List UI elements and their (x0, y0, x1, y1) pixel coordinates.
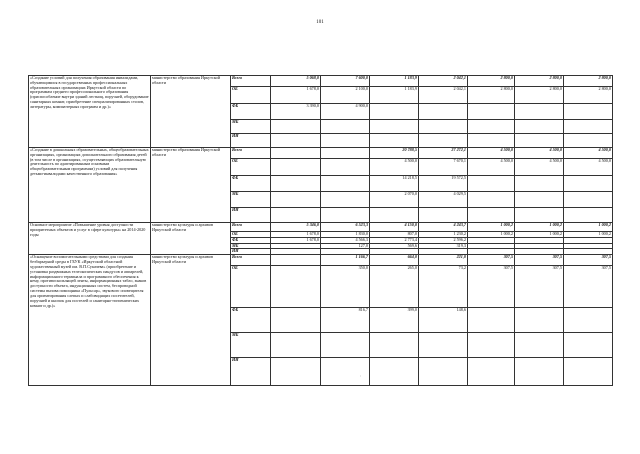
amount-cell (271, 208, 321, 223)
funding-source-cell: ФБ (231, 176, 271, 192)
table-row-total (29, 148, 613, 159)
amount-cell (370, 120, 419, 134)
amount-cell (321, 333, 370, 358)
funding-source-cell: ФБ (231, 308, 271, 333)
budget-table (28, 75, 613, 386)
funding-source-cell: Всего (231, 223, 271, 232)
amount-cell: 4 500,0 (515, 159, 564, 176)
amount-cell: 1 000,2 (515, 223, 564, 232)
amount-cell: 4 500,0 (564, 159, 613, 176)
amount-cell: 1 678,0 (271, 232, 321, 238)
amount-cell (271, 333, 321, 358)
table-row-total (29, 76, 613, 87)
amount-cell (515, 333, 564, 358)
amount-cell (515, 358, 564, 386)
funding-source-cell: Всего (231, 255, 271, 266)
amount-cell: 7 670,1 (419, 159, 468, 176)
amount-cell: 569,6 (370, 243, 419, 249)
amount-cell (370, 208, 419, 223)
amount-cell (321, 358, 370, 386)
amount-cell: 2 042,1 (419, 76, 468, 87)
activity-name-cell: «Оснащение вспомогательными средствами для создания безбарьерной среды в ГБУК «Иркутский областной художественный музей им. В.П.Сукачева» (приобретение и установка раздвижных телескопических пандусов и аппарелей, информационного терминала и программного обеспечения к нему, противоскользящей ленты, информационных табло, знаков доступности объекта, индукционных систем, беспроводной системы вызова помощника «Пульсар», звукового оповещателя для ориентирования слепых и слабовидящих посетителей, поручней и кнопок для постелей и санитарно-гигиенических комнат и др.)» (29, 255, 151, 386)
amount-cell (370, 104, 419, 120)
amount-cell: 4 566,3 (321, 237, 370, 243)
page-number: 101 (316, 20, 324, 25)
funding-source-cell: ОБ (231, 232, 271, 238)
amount-cell: 816,7 (321, 308, 370, 333)
amount-cell: 307,5 (515, 255, 564, 266)
executor-cell: министерство культуры и архивов Иркутской области (151, 223, 231, 255)
executor-cell: министерство образования Иркутской области (151, 148, 231, 223)
funding-source-cell: ОБ (231, 87, 271, 104)
amount-cell (564, 333, 613, 358)
amount-cell: 4 243,7 (419, 223, 468, 232)
amount-cell (564, 134, 613, 148)
amount-cell: 307,5 (564, 255, 613, 266)
amount-cell: 4 029,5 (419, 192, 468, 208)
amount-cell (564, 104, 613, 120)
amount-cell: 1 183,9 (370, 76, 419, 87)
amount-cell (370, 358, 419, 386)
amount-cell: 319,3 (419, 243, 468, 249)
funding-source-cell: ФБ (231, 237, 271, 243)
funding-source-cell: ИИ (231, 249, 271, 255)
amount-cell: 1 000,2 (468, 232, 515, 238)
amount-cell: 27 272,1 (419, 148, 468, 159)
amount-cell (564, 176, 613, 192)
amount-cell (468, 120, 515, 134)
amount-cell (321, 176, 370, 192)
amount-cell: 1 000,2 (564, 223, 613, 232)
amount-cell (271, 358, 321, 386)
amount-cell (564, 308, 613, 333)
amount-cell: 127,0 (321, 243, 370, 249)
amount-cell: 4 150,0 (370, 223, 419, 232)
amount-cell (321, 159, 370, 176)
amount-cell (271, 192, 321, 208)
amount-cell (564, 120, 613, 134)
amount-cell: 2 800,0 (468, 76, 515, 87)
amount-cell: 1 830,0 (321, 232, 370, 238)
funding-source-cell: Всего (231, 76, 271, 87)
amount-cell (271, 255, 321, 266)
amount-cell: 307,5 (564, 266, 613, 308)
amount-cell: 148,6 (419, 308, 468, 333)
page-mark: ' (360, 376, 361, 381)
amount-cell (321, 134, 370, 148)
amount-cell (370, 333, 419, 358)
funding-source-cell: МБ (231, 243, 271, 249)
amount-cell (515, 176, 564, 192)
amount-cell (271, 134, 321, 148)
amount-cell (271, 148, 321, 159)
amount-cell: 6 523,3 (321, 223, 370, 232)
funding-source-cell: ОБ (231, 159, 271, 176)
amount-cell (564, 358, 613, 386)
amount-cell: 19 572,5 (419, 176, 468, 192)
funding-source-cell: Всего (231, 148, 271, 159)
amount-cell: 2 800,0 (564, 76, 613, 87)
amount-cell (271, 266, 321, 308)
amount-cell (515, 192, 564, 208)
amount-cell (321, 208, 370, 223)
amount-cell (271, 120, 321, 134)
amount-cell: 3 390,0 (271, 104, 321, 120)
amount-cell (271, 159, 321, 176)
amount-cell: 2 773,4 (370, 237, 419, 243)
funding-source-cell: ИИ (231, 208, 271, 223)
amount-cell (515, 120, 564, 134)
amount-cell: 307,5 (468, 266, 515, 308)
amount-cell (419, 358, 468, 386)
activity-name-cell: «Создание условий для получения образования инвалидами, обучающимися в государственных профессиональных образовательных организациях Иркутской области по программам среднего профессионального образования (приспособление внутри зданий лестниц, поручней, оборудование санитарных комнат, приобретение специализированных столов, литературы, компьютерных программ и др.)» (29, 76, 151, 148)
amount-cell: 807,0 (370, 232, 419, 238)
amount-cell (515, 308, 564, 333)
amount-cell (321, 148, 370, 159)
amount-cell (419, 104, 468, 120)
amount-cell: 5 346,0 (271, 223, 321, 232)
amount-cell: 73,2 (419, 266, 468, 308)
amount-cell: 4 500,0 (515, 148, 564, 159)
amount-cell: 4 500,0 (564, 148, 613, 159)
executor-cell: министерство культуры и архивов Иркутской области (151, 255, 231, 386)
amount-cell (468, 308, 515, 333)
amount-cell (515, 104, 564, 120)
funding-source-cell: МБ (231, 120, 271, 134)
funding-source-cell: МБ (231, 192, 271, 208)
funding-source-cell: МБ (231, 333, 271, 358)
amount-cell: 2 800,0 (515, 87, 564, 104)
amount-cell: 265,0 (370, 266, 419, 308)
amount-cell: 399,0 (370, 308, 419, 333)
amount-cell: 1 183,9 (370, 87, 419, 104)
amount-cell: 1 678,0 (271, 237, 321, 243)
amount-cell (468, 104, 515, 120)
amount-cell (468, 176, 515, 192)
table-row-total (29, 223, 613, 232)
amount-cell: 2 070,0 (370, 192, 419, 208)
amount-cell (271, 176, 321, 192)
amount-cell: 4 500,0 (468, 159, 515, 176)
amount-cell: 221,0 (419, 255, 468, 266)
amount-cell (564, 192, 613, 208)
amount-cell: 2 800,0 (515, 76, 564, 87)
amount-cell: 4 500,0 (370, 159, 419, 176)
amount-cell: 2 596,2 (419, 237, 468, 243)
amount-cell: 20 788,5 (370, 148, 419, 159)
amount-cell (321, 192, 370, 208)
executor-cell: министерство образования Иркутской области (151, 76, 231, 148)
amount-cell (321, 120, 370, 134)
amount-cell: 2 100,0 (321, 87, 370, 104)
amount-cell: 5 068,0 (271, 76, 321, 87)
amount-cell: 2 800,0 (564, 87, 613, 104)
amount-cell: 307,5 (515, 266, 564, 308)
amount-cell (468, 208, 515, 223)
funding-source-cell: ОБ (231, 266, 271, 308)
funding-source-cell: ИИ (231, 358, 271, 386)
amount-cell (515, 208, 564, 223)
amount-cell (419, 333, 468, 358)
amount-cell: 1 678,0 (271, 87, 321, 104)
amount-cell (468, 358, 515, 386)
amount-cell (564, 208, 613, 223)
activity-name-cell: «Создание в дошкольных образовательных, общеобразовательных организациях, организациях дополнительного образования детей (в том числе в организациях, осуществляющих образовательную деятельность по адаптированным основным общеобразовательным программам) условий для получения детьми-инвалидами качественного образования» (29, 148, 151, 223)
amount-cell (419, 134, 468, 148)
amount-cell (271, 308, 321, 333)
amount-cell (468, 134, 515, 148)
amount-cell: 14 218,5 (370, 176, 419, 192)
amount-cell: 2 042,1 (419, 87, 468, 104)
funding-source-cell: ФБ (231, 104, 271, 120)
amount-cell: 4 500,0 (468, 148, 515, 159)
amount-cell (419, 120, 468, 134)
amount-cell: 1 000,2 (564, 232, 613, 238)
amount-cell: 1 166,7 (321, 255, 370, 266)
funding-source-cell: ИИ (231, 134, 271, 148)
amount-cell: 1 000,2 (468, 223, 515, 232)
amount-cell: 664,0 (370, 255, 419, 266)
amount-cell: 307,5 (468, 255, 515, 266)
amount-cell (370, 134, 419, 148)
amount-cell (515, 134, 564, 148)
amount-cell (419, 208, 468, 223)
amount-cell: 2 800,0 (468, 87, 515, 104)
amount-cell: 7 600,0 (321, 76, 370, 87)
amount-cell: 4 900,0 (321, 104, 370, 120)
activity-name-cell: Основное мероприятие «Повышение уровня доступности приоритетных объектов и услуг в сфере культуры» на 2014-2020 годы (29, 223, 151, 255)
table-row-total (29, 255, 613, 266)
amount-cell (468, 333, 515, 358)
amount-cell (468, 192, 515, 208)
amount-cell: 350,0 (321, 266, 370, 308)
amount-cell: 1 230,2 (419, 232, 468, 238)
amount-cell: 1 000,2 (515, 232, 564, 238)
